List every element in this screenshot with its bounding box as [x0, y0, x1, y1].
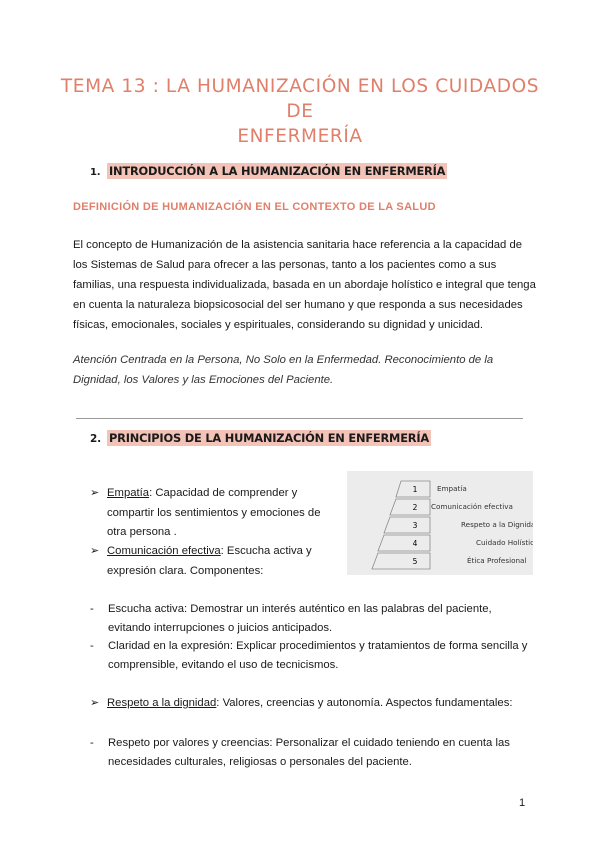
pyramid-label: Cuidado Holístico — [476, 538, 533, 547]
list-item-text: comprensible, evitando el uso de tecnicismos. — [108, 658, 339, 671]
section-1-heading — [90, 164, 447, 178]
section-1-title: INTRODUCCIÓN A LA HUMANIZACIÓN EN ENFERMERÍA — [109, 164, 446, 178]
bullet-term: Comunicación efectiva — [107, 545, 221, 557]
dash-marker: - — [90, 603, 94, 615]
section-2-heading — [90, 431, 431, 445]
pyramid-num: 4 — [412, 539, 418, 548]
bullet-term: Respeto a la dignidad — [107, 697, 217, 709]
definition-paragraph — [73, 236, 543, 336]
bullet-text: expresión clara. Componentes: — [107, 564, 264, 577]
bullet-text: : Valores, creencias y autonomía. Aspectos fundamentales: — [216, 697, 513, 709]
pyramid-level-shape — [390, 499, 430, 515]
pyramid-label: Empatía — [437, 484, 467, 493]
list-item-text: evitando interrupciones o juicios anticipados. — [108, 621, 333, 634]
paragraph-line: físicas, emocionales, sociales y espirituales, considerando su dignidad y unicidad. — [73, 318, 484, 331]
page-number: 1 — [519, 797, 526, 809]
bullet-empatia — [90, 484, 340, 543]
pyramid-num: 1 — [412, 485, 418, 494]
pyramid-num: 5 — [412, 557, 418, 566]
bullet-text: compartir los sentimientos y emociones de — [107, 506, 321, 519]
list-item-text: necesidades culturales, religiosas o personales del paciente. — [108, 755, 412, 768]
pyramid-label: Ética Profesional — [467, 556, 527, 565]
paragraph-line: los Sistemas de Salud para ofrecer a las personas, tanto a los pacientes como a sus — [73, 258, 497, 271]
bullet-comunicacion — [90, 542, 340, 581]
section-2-number: 2. — [90, 433, 101, 445]
page-title — [60, 74, 540, 149]
title-line-1: TEMA 13 : LA HUMANIZACIÓN EN LOS CUIDADOS DE — [60, 76, 540, 122]
bullet-respeto — [90, 694, 530, 714]
arrow-bullet-icon: ➢ — [90, 545, 100, 557]
paragraph-line: en cuenta la naturaleza biopsicosocial del ser humano y que responda a sus necesidades — [73, 298, 523, 311]
dash-marker: - — [90, 737, 94, 749]
subheading-definicion: DEFINICIÓN DE HUMANIZACIÓN EN EL CONTEXTO DE LA SALUD — [73, 201, 436, 213]
pyramid-level-shape — [372, 553, 430, 569]
bullet-term: Empatía — [107, 487, 150, 499]
list-item-text: Escucha activa: Demostrar un interés auténtico en las palabras del paciente, — [108, 603, 492, 615]
list-item-text: Claridad en la expresión: Explicar procedimientos y tratamientos de forma sencilla y — [108, 640, 528, 652]
pyramid-label: Comunicación efectiva — [431, 502, 513, 511]
pyramid-num: 3 — [412, 521, 418, 530]
section-1-number: 1. — [90, 167, 101, 178]
paragraph-line: El concepto de Humanización de la asistencia sanitaria hace referencia a la capacidad de — [73, 239, 523, 251]
list-item-text: Respeto por valores y creencias: Personalizar el cuidado teniendo en cuenta las — [108, 737, 510, 749]
list-item — [90, 734, 530, 772]
italic-line: Dignidad, los Valores y las Emociones del Paciente. — [73, 373, 334, 386]
pyramid-label: Respeto a la Dignidad — [461, 520, 533, 529]
pyramid-num: 2 — [412, 503, 418, 512]
pyramid-level-shape — [378, 535, 430, 551]
title-line-2: ENFERMERÍA — [237, 126, 363, 147]
pyramid-graphic — [347, 471, 533, 575]
section-divider — [76, 418, 523, 419]
italic-line: Atención Centrada en la Persona, No Solo en la Enfermedad. Reconocimiento de la — [73, 354, 494, 366]
paragraph-line: familias, una respuesta individualizada, basada en un abordaje holístico e integral que tenga — [73, 278, 536, 291]
arrow-bullet-icon: ➢ — [90, 697, 100, 709]
list-item — [90, 600, 530, 638]
italic-statement — [73, 351, 543, 391]
bullet-text: : Escucha activa y — [220, 545, 312, 557]
arrow-bullet-icon: ➢ — [90, 487, 100, 499]
bullet-text: otra persona . — [107, 526, 177, 538]
list-item — [90, 637, 530, 675]
section-2-title: PRINCIPIOS DE LA HUMANIZACIÓN EN ENFERMERÍA — [109, 431, 429, 445]
pyramid-level-shape — [384, 517, 430, 533]
dash-marker: - — [90, 640, 94, 652]
principles-pyramid — [347, 471, 533, 575]
bullet-text: : Capacidad de comprender y — [149, 487, 298, 499]
